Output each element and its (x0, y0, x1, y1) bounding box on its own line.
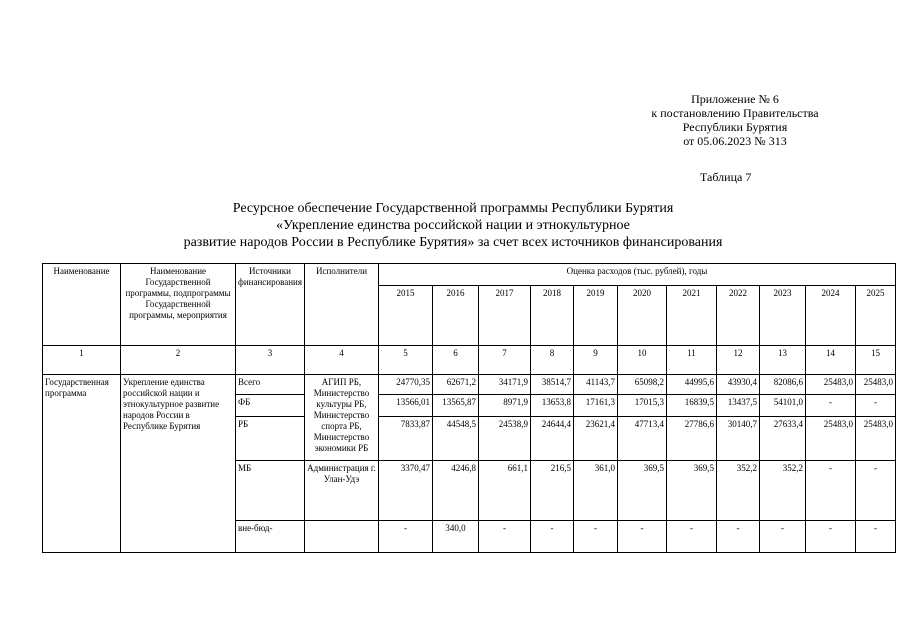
value-cell: 661,1 (478, 461, 530, 521)
value-cell: 369,5 (666, 461, 716, 521)
value-cell: 17015,3 (617, 395, 666, 417)
value-cell: 62671,2 (432, 375, 478, 395)
value-cell: - (855, 521, 895, 553)
value-cell: - (378, 521, 432, 553)
value-cell: 352,2 (716, 461, 759, 521)
value-cell: - (573, 521, 617, 553)
header-year: 2020 (617, 286, 666, 346)
header-executors: Исполнители (304, 264, 378, 346)
value-cell: - (530, 521, 573, 553)
executors-main: АГИП РБ, Министерство культуры РБ, Министерство спорта РБ, Министерство экономики РБ (304, 375, 378, 461)
value-cell: - (478, 521, 530, 553)
header-year: 2021 (666, 286, 716, 346)
header-year: 2015 (378, 286, 432, 346)
header-estimate: Оценка расходов (тыс. рублей), годы (378, 264, 895, 286)
column-number: 13 (759, 346, 805, 375)
value-cell: 34171,9 (478, 375, 530, 395)
column-number: 15 (855, 346, 895, 375)
appendix-line: Приложение № 6 (691, 92, 779, 106)
row-program: Укрепление единства российской нации и этнокультурное развитие народов России в Республике Бурятия (121, 375, 236, 553)
appendix-line: к постановлению Правительства (651, 106, 819, 120)
value-cell: 47713,4 (617, 417, 666, 461)
value-cell: 216,5 (530, 461, 573, 521)
value-cell: - (805, 461, 855, 521)
value-cell: - (805, 521, 855, 553)
value-cell: 38514,7 (530, 375, 573, 395)
column-number: 1 (43, 346, 121, 375)
column-number: 9 (573, 346, 617, 375)
table-row (43, 375, 896, 395)
value-cell: - (716, 521, 759, 553)
value-cell: 25483,0 (855, 417, 895, 461)
value-cell: 8971,9 (478, 395, 530, 417)
value-cell: 369,5 (617, 461, 666, 521)
value-cell: 54101,0 (759, 395, 805, 417)
value-cell: 23621,4 (573, 417, 617, 461)
document-title (120, 200, 786, 251)
column-number: 2 (121, 346, 236, 375)
column-number: 6 (432, 346, 478, 375)
value-cell: 44548,5 (432, 417, 478, 461)
value-cell: - (666, 521, 716, 553)
column-number-row (43, 346, 896, 375)
header-year: 2025 (855, 286, 895, 346)
header-year: 2016 (432, 286, 478, 346)
column-number: 7 (478, 346, 530, 375)
header-name: Наименование (43, 264, 121, 346)
header-year: 2018 (530, 286, 573, 346)
appendix-line: Республики Бурятия (682, 120, 788, 134)
value-cell: - (617, 521, 666, 553)
value-cell: 361,0 (573, 461, 617, 521)
header-year: 2019 (573, 286, 617, 346)
value-cell: 4246,8 (432, 461, 478, 521)
value-cell: 13565,87 (432, 395, 478, 417)
title-line: Ресурсное обеспечение Государственной программы Республики Бурятия (232, 201, 674, 216)
value-cell: 16839,5 (666, 395, 716, 417)
row-name: Государственная программа (43, 375, 121, 553)
value-cell: 24538,9 (478, 417, 530, 461)
value-cell: 41143,7 (573, 375, 617, 395)
value-cell: - (805, 395, 855, 417)
source-cell: МБ (236, 461, 305, 521)
header-year: 2017 (478, 286, 530, 346)
column-number: 4 (304, 346, 378, 375)
value-cell: 43930,4 (716, 375, 759, 395)
column-number: 11 (666, 346, 716, 375)
source-cell: Всего (236, 375, 305, 395)
source-cell: вне-бюд- (236, 521, 305, 553)
resource-table (42, 263, 896, 553)
title-line: «Укрепление единства российской нации и этнокультурное (276, 218, 630, 233)
executors-mb: Администрация г. Улан-Удэ (304, 461, 378, 521)
value-cell: 340,0 (432, 521, 478, 553)
column-number: 12 (716, 346, 759, 375)
value-cell: 3370,47 (378, 461, 432, 521)
value-cell: 82086,6 (759, 375, 805, 395)
column-number: 10 (617, 346, 666, 375)
table-label: Таблица 7 (700, 170, 752, 184)
value-cell: 24770,35 (378, 375, 432, 395)
value-cell: 7833,87 (378, 417, 432, 461)
column-number: 5 (378, 346, 432, 375)
header-year: 2022 (716, 286, 759, 346)
header-year: 2023 (759, 286, 805, 346)
value-cell: 13566,01 (378, 395, 432, 417)
executors-empty (304, 521, 378, 553)
appendix-header (620, 92, 850, 148)
header-program-name: Наименование Государственной программы, подпрограммы Государственной программы, мероприятия (121, 264, 236, 346)
source-cell: ФБ (236, 395, 305, 417)
value-cell: 30140,7 (716, 417, 759, 461)
header-source: Источники финансирования (236, 264, 305, 346)
value-cell: 13653,8 (530, 395, 573, 417)
appendix-line: от 05.06.2023 № 313 (683, 134, 787, 148)
column-number: 3 (236, 346, 305, 375)
value-cell: 25483,0 (805, 375, 855, 395)
value-cell: 27786,6 (666, 417, 716, 461)
value-cell: 24644,4 (530, 417, 573, 461)
value-cell: - (855, 395, 895, 417)
value-cell: 25483,0 (855, 375, 895, 395)
column-number: 8 (530, 346, 573, 375)
value-cell: 44995,6 (666, 375, 716, 395)
value-cell: - (759, 521, 805, 553)
header-year: 2024 (805, 286, 855, 346)
value-cell: 17161,3 (573, 395, 617, 417)
title-line: развитие народов России в Республике Бурятия» за счет всех источников финансирования (183, 235, 723, 250)
value-cell: 25483,0 (805, 417, 855, 461)
value-cell: 13437,5 (716, 395, 759, 417)
value-cell: - (855, 461, 895, 521)
source-cell: РБ (236, 417, 305, 461)
column-number: 14 (805, 346, 855, 375)
value-cell: 27633,4 (759, 417, 805, 461)
value-cell: 65098,2 (617, 375, 666, 395)
value-cell: 352,2 (759, 461, 805, 521)
